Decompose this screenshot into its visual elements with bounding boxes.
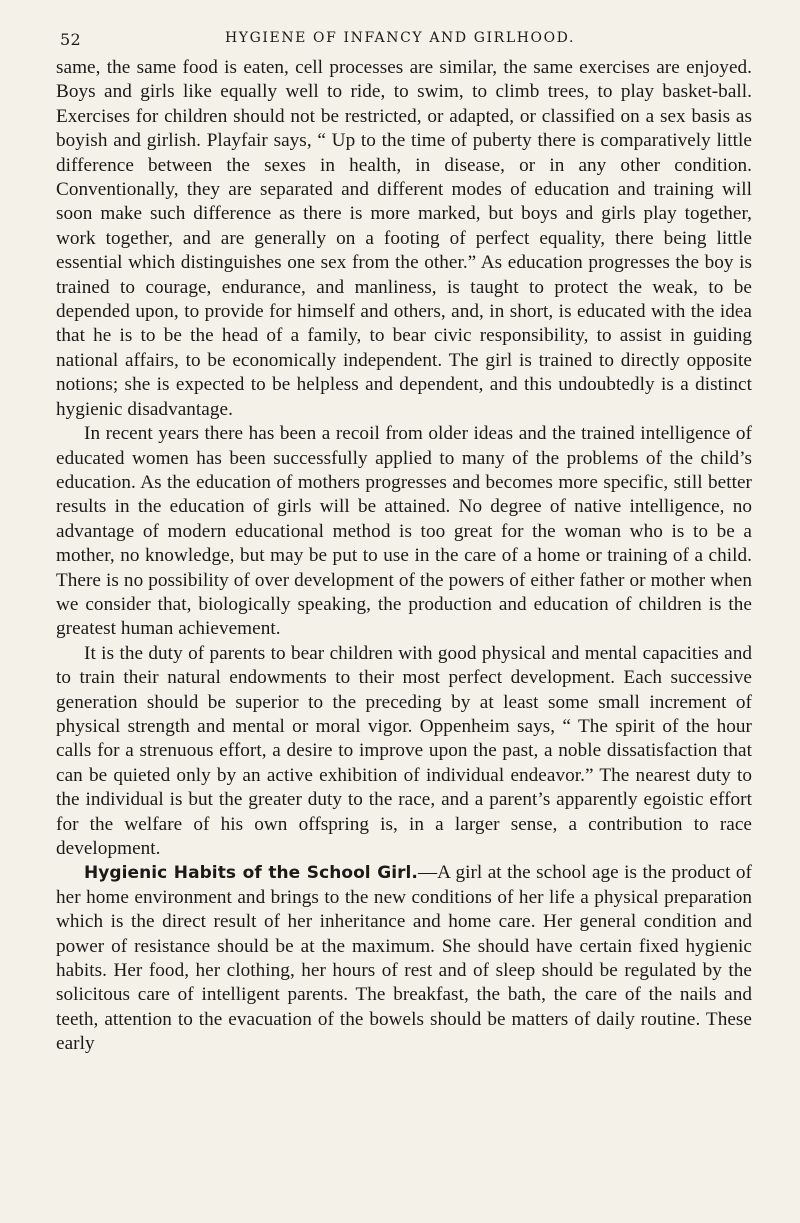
paragraph bbox=[56, 861, 752, 1056]
paragraph: It is the duty of parents to bear children with good physical and mental capacities and to train their natural endowments to their most perfect development. Each successive generation should be superior to the preceding by at least some small increment of physical strength and mental or moral vigor. Oppenheim says, “ The spirit of the hour calls for a strenuous effort, a desire to improve upon the past, a noble dissatisfaction that can be quieted only by an active exhibition of individual endeavor.” The nearest duty to the individual is but the greater duty to the race, and a parent’s apparently egoistic effort for the welfare of his own offspring is, in a larger sense, a contribution to race development. bbox=[56, 642, 752, 859]
page-header bbox=[0, 0, 800, 60]
page-number: 52 bbox=[60, 30, 81, 49]
paragraph: same, the same food is eaten, cell processes are similar, the same exercises are enjoyed. Boys and girls like equally well to ride, to swim, to climb trees, to play basket-ball. Exercises for children should not be restricted, or adapted, or classified on a sex basis as boyish and girlish. Playfair says, “ Up to the time of puberty there is comparatively little difference between the sexes in health, in disease, or in any other condition. Conventionally, they are separated and different modes of education and training will soon make such difference as there is more marked, but boys and girls play together, work together, and are generally on a footing of perfect equality, there being little essential which distinguishes one sex from the other.” As education progresses the boy is trained to courage, endurance, and manliness, is taught to protect the weak, to be depended upon, to provide for himself and others, and, in short, is educated with the idea that he is to be the head of a family, to bear civic responsibility, to assist in guiding national affairs, to be economically independent. The girl is trained to directly opposite notions; she is expected to be helpless and dependent, and this undoubtedly is a distinct hygienic disadvantage. bbox=[56, 57, 752, 420]
body-text bbox=[56, 56, 752, 1057]
paragraph: In recent years there has been a recoil from older ideas and the trained intelligence of educated women has been successfully applied to many of the problems of the child’s education. As the education of mothers progresses and becomes more specific, still better results in the education of girls will be attained. No degree of native intelligence, no advantage of modern educational method is too great for the woman who is to be a mother, no knowledge, but may be put to use in the care of a home or training of a child. There is no possibility of over development of the powers of either father or mother when we consider that, biologically speaking, the production and education of children is the greatest human achievement. bbox=[56, 423, 752, 640]
running-head: HYGIENE OF INFANCY AND GIRLHOOD. bbox=[224, 30, 576, 46]
paragraph-text: —A girl at the school age is the product of her home environment and brings to the new conditions of her life a physical preparation which is the direct result of her inheritance and home care. Her general condition and power of resistance should be at the maximum. She should have certain fixed hygienic habits. Her food, her clothing, her hours of rest and of sleep should be regulated by the solicitous care of intelligent parents. The breakfast, the bath, the care of the nails and teeth, attention to the evacuation of the bowels should be matters of daily routine. These early bbox=[56, 862, 752, 1055]
section-heading: Hygienic Habits of the School Girl. bbox=[84, 863, 418, 884]
